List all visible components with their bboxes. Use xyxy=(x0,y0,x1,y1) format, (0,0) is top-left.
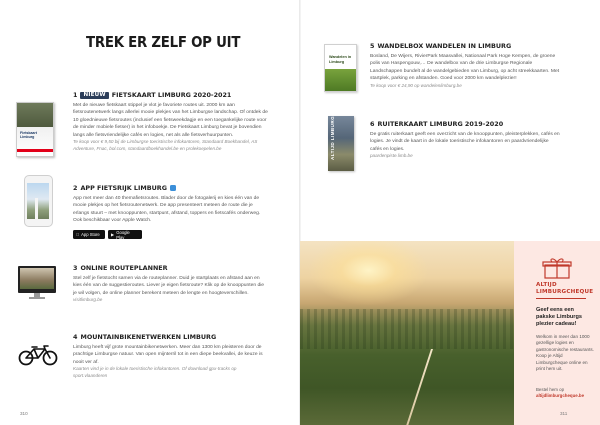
item-note: paardenpiste.limb.be xyxy=(370,153,413,159)
google-play-badge[interactable] xyxy=(108,230,142,239)
photo-treeline xyxy=(300,309,514,349)
page-number-left: 310 xyxy=(20,411,28,416)
item-note[interactable]: visitlimburg.be xyxy=(73,297,103,303)
item-heading-row xyxy=(73,333,269,341)
item-heading: FIETSKAART LIMBURG 2020-2021 xyxy=(111,91,232,99)
brand-line-1: ALTIJD xyxy=(536,282,557,288)
item-heading: APP FIETSRIJK LIMBURG xyxy=(80,184,167,192)
item-number: 4 xyxy=(73,333,78,341)
item-heading-row xyxy=(73,91,269,99)
photo-road xyxy=(405,349,433,425)
item-note: Te koop voor € 24,90 op wandelenlimburg.be xyxy=(370,82,462,88)
item-body: Limburg heeft vijf grote mountainbikenetwerken. Meer dan 1300 km pleisteren door de prachtige Limburgse natuur. Van open mijnterril tot in een diepe beekvallei, de keuze is nooit ver af. xyxy=(73,345,263,365)
landscape-photo xyxy=(300,241,514,425)
item-note: Te koop voor € 9,50 bij de Limburgse toeristische infokantoren, Standaard Boekhandel, AS Adventure, Fnac, bol.com, standaardboekhandel.be en prolekoepelen.be xyxy=(73,139,258,151)
item-number: 6 xyxy=(370,120,375,128)
fietskaart-book-cover xyxy=(16,102,54,157)
limburgcheque-promo xyxy=(514,241,600,425)
phone-app-image xyxy=(24,175,53,227)
item-body: Stel zelf je fietstocht samen via de routeplanner. Duid je startplaats en afstand aan en kies één van de suggestieroutes. Liever je eigen fietsroute? Klik op de knooppunten die je wil volgen, de online planner berekent meteen de lengte en hoogteverschillen. xyxy=(73,276,265,296)
phone-screen xyxy=(27,183,49,219)
phone-road xyxy=(35,198,38,219)
promo-url-link[interactable]: altijdlimburgcheque.be xyxy=(536,393,585,398)
google-play-label: Google Play xyxy=(116,229,130,240)
app-icon xyxy=(170,185,176,191)
item-number: 5 xyxy=(370,42,375,50)
new-badge: NIEUW xyxy=(80,92,108,99)
brand-line-2: LIMBURGCHEQUE xyxy=(536,288,594,295)
item-heading-row xyxy=(370,120,560,128)
item-heading-row xyxy=(370,42,560,50)
app-store-label: App Store xyxy=(78,232,97,237)
item-fietskaart xyxy=(73,91,269,152)
item-app xyxy=(73,184,269,225)
apple-icon xyxy=(76,232,79,237)
item-heading: MOUNTAINBIKENETWERKEN LIMBURG xyxy=(80,333,217,341)
item-mountainbike xyxy=(73,333,269,379)
item-heading: RUITERKAART LIMBURG 2019-2020 xyxy=(377,120,504,128)
ruiterkaart-book-cover xyxy=(328,116,354,171)
promo-body: Welkom in meer dan 1000 gezellige logies en gastronomische restaurants. Koop je Altijd Limburgcheque online en print hem uit. xyxy=(536,334,594,372)
app-store-badge[interactable] xyxy=(73,230,105,239)
wandelbox-image xyxy=(324,44,357,92)
cover-stripe xyxy=(17,149,53,152)
promo-order xyxy=(536,387,596,399)
item-body: Bosland, De Wijers, RivierPark Maasvallei, Nationaal Park Hoge Kempen, de groene polis van Haspengouw,… De wandelbox van de drie Limburgse Regionale Landschappen bundelt al de wandelgebieden van Limburg, op acht streekkaarten. Met startplek, parking en afstanden. Goed voor 2000 km wandelplezier! xyxy=(370,54,560,82)
item-heading: WANDELBOX WANDELEN IN LIMBURG xyxy=(377,42,512,50)
promo-brand xyxy=(536,282,593,295)
item-body: Met de nieuwe fietskaart stippel je vlot je favoriete routes uit. 2000 km aan fietsroutenetwerk langs allerlei mooie plekjes van het Limburgse landschap. Of ontdek de 10 gloednieuwe fietsroutes (inclusief een fietsweekdagje en een toegankelijke route voor de minder mobiele fietser) in het infoboekje. De Fietskaart Limburg bevat je bovendien langs alle fietsvriendelijke cafés en logies, net als alle fietsverhuurpunten. xyxy=(73,103,268,138)
item-number: 2 xyxy=(73,184,78,192)
bicycle-icon xyxy=(18,344,58,366)
item-body: App met meer dan 40 themafietsroutes. Blader door de fotogalerij en kies één van de mooie plekjes op het fietsroutenetwerk. De app presenteert meteen de route die je erlangs stuurt – met knooppunten, startpunt, afstand, toppers en fietscafés onderweg. Ook beschikbaar voor Apple Watch. xyxy=(73,196,261,224)
item-wandelbox xyxy=(370,42,560,89)
page-number-right: 311 xyxy=(560,411,568,416)
promo-headline: Geef eens een pakske Limburgs plezier cadeau! xyxy=(536,307,583,327)
monitor-base xyxy=(29,297,45,299)
promo-order-label: Bestel hem op xyxy=(536,387,565,392)
item-heading-row xyxy=(73,264,269,272)
item-number: 3 xyxy=(73,264,78,272)
item-ruiterkaart xyxy=(370,120,560,160)
item-number: 1 xyxy=(73,91,78,99)
gift-box-icon xyxy=(542,257,572,279)
box-text: Wandelen in Limburg xyxy=(329,55,352,64)
item-routeplanner xyxy=(73,264,269,304)
item-heading: ONLINE ROUTEPLANNER xyxy=(80,264,168,272)
cover-text: ALTIJD LIMBURG xyxy=(330,115,335,160)
item-heading-row xyxy=(73,184,269,192)
play-icon: ▶ xyxy=(111,232,115,237)
cover-text: Fietskaart Limburg xyxy=(20,131,37,140)
item-body: De gratis ruiterkaart geeft een overzicht van de knooppunten, pleisterplekken, cafés en logies. Je vindt de kaart in de lokale toeristische infokantoren en paardvriendelijke cafés en logies. xyxy=(370,132,560,152)
monitor-routeplanner-image xyxy=(18,266,56,293)
page-title: TREK ER ZELF OP UIT xyxy=(86,33,241,51)
item-note: Kaarten vind je in de lokale toeristische infokantoren. Of download gpx-tracks op sport.vlaanderen xyxy=(73,366,237,378)
promo-divider xyxy=(536,298,586,299)
monitor-screen xyxy=(20,268,54,289)
